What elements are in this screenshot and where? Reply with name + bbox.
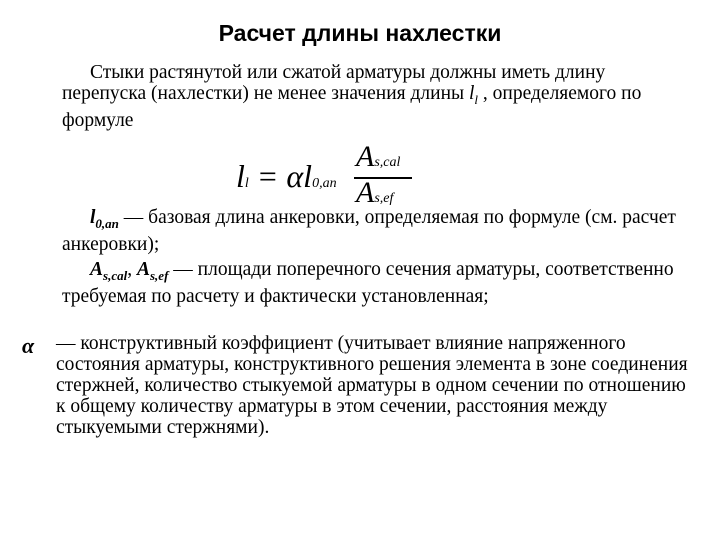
alpha-symbol: α xyxy=(22,333,35,358)
areas-separator: , xyxy=(127,259,137,280)
lap-length-symbol: $l_l$ xyxy=(468,83,479,107)
formula-lhs: ll = αl0,an xyxy=(236,158,337,194)
alpha-text: — конструктивный коэффициент (учитывает влияние напряженного состояния арматуры, конструктивного решения элемента в зоне соединения стержней, количество стыкуемой арматуры в одном сечении по отношению к общему количеству арматуры в этом сечении, расстояния между стыкуемыми стержнями). xyxy=(56,333,688,438)
lap-length-formula xyxy=(236,140,436,210)
l0an-symbol: $l_{0,an}$ xyxy=(90,207,119,231)
definition-alpha xyxy=(56,333,696,438)
intro-text-after: , определяемого по формуле xyxy=(62,83,642,131)
areas-text: — площади поперечного сечения арматуры, соответственно требуемая по расчету и фактически установленная; xyxy=(62,259,674,307)
intro-paragraph xyxy=(62,62,692,131)
as-ef-symbol: $A_{s,ef}$ xyxy=(136,259,169,283)
as-cal-symbol: $A_{s,cal}$ xyxy=(90,259,128,283)
formula-denominator: As,ef xyxy=(356,176,394,209)
definition-areas xyxy=(62,259,692,307)
formula-numerator: As,cal xyxy=(356,140,401,173)
intro-text-before: Стыки растянутой или сжатой арматуры должны иметь длину перепуска (нахлестки) не менее значения длины xyxy=(62,62,606,104)
l0an-text: — базовая длина анкеровки, определяемая по формуле (см. расчет анкеровки); xyxy=(62,207,676,255)
definition-l0an xyxy=(62,207,692,255)
page-title: Расчет длины нахлестки xyxy=(218,20,502,46)
